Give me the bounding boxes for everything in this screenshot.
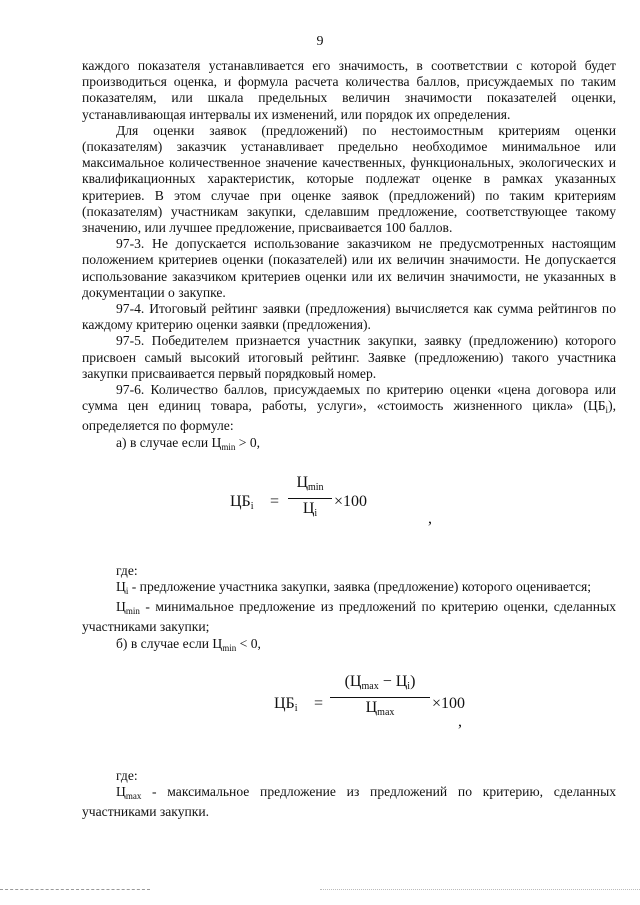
definition-ci: $Ц_i$ - предложение участника закупки, заявка (предложение) которого оценивается; <box>116 579 592 597</box>
formula-a-times: ×100 <box>334 492 368 510</box>
formula-b-comma: , <box>458 712 462 730</box>
paragraph-97-6-sub: i <box>605 405 609 416</box>
formula-a-lhs: $ЦБ_i$ <box>230 492 254 512</box>
formula-a-numerator: $Ц_{min}$ <box>296 473 324 493</box>
case-b-condition <box>82 636 616 656</box>
paragraph-continued: каждого показателя устанавливается его значимость, в соответствии с которой будет производиться оценка, и формула расчета количества баллов, присуждаемых по таким показателям, или шкала предельных величин значимости показателей оценки, устанавливающая интервалы их изменений, или порядок их определения. <box>82 58 616 122</box>
formula-b <box>82 656 616 758</box>
document-body <box>82 58 616 821</box>
formula-a-fraction <box>288 475 332 522</box>
case-a-condition <box>82 435 616 455</box>
formula-a-denominator: $Ц_i$ <box>302 500 318 520</box>
case-b-end: < 0, <box>236 635 261 651</box>
paragraph-97-6-text: 97-6. Количество баллов, присуждаемых по критерию оценки «цена договора или сумма цен единиц товара, работы, услуги», «стоимость жизненного цикла» (ЦБ <box>82 382 616 414</box>
formula-a <box>82 455 616 553</box>
formula-b-eq: = <box>314 694 324 712</box>
where-label-1: где: <box>116 562 138 578</box>
paragraph-nonprice-criteria: Для оценки заявок (предложений) по нестоимостным критериям оценки (показателям) заказчик устанавливает предельно необходимое минимальное или максимальное количественное значение качественных, функциональных, экологических и квалификационных характеристик, которые подлежат оценке в рамках указанных критериев. В этом случае при оценке заявок (предложений) по таким критериям (показателям) участникам закупки, сделавшим предложение, соответствующее такому значению, или лучшее предложение, присваивается 100 баллов. <box>82 122 616 236</box>
paragraph-97-4: 97-4. Итоговый рейтинг заявки (предложения) вычисляется как сумма рейтингов по каждому критерию оценки заявки (предложения). <box>82 301 616 333</box>
definition-cmax: $Ц_{max}$ - максимальное предложение из предложений по критерию, сделанных участниками закупки. <box>82 784 616 820</box>
case-a-text: а) в случае если Ц <box>116 434 222 450</box>
scan-edge-line-right <box>320 889 640 890</box>
formula-a-comma: , <box>428 509 432 527</box>
formula-b-denominator: $Ц_{max}$ <box>365 699 395 719</box>
where-label-2: где: <box>116 767 138 783</box>
case-b-text: б) в случае если Ц <box>116 635 223 651</box>
paragraph-97-3: 97-3. Не допускается использование заказчиком не предусмотренных настоящим положением критериев оценки (показателей) или их величин значимости. Не допускается использование заказчиком критериев оценки или их величин значимости, не указанных в документации о закупке. <box>82 236 616 300</box>
formula-b-lhs: $ЦБ_i$ <box>274 694 298 714</box>
definition-cmin: $Ц_{min}$ - минимальное предложение из предложений по критерию оценки, сделанных участниками закупки; <box>82 599 616 635</box>
paragraph-97-6 <box>82 382 616 435</box>
case-a-sub: min <box>221 441 236 452</box>
formula-b-times: ×100 <box>432 694 466 712</box>
formula-b-numerator: $(Ц_{max} - Ц_i)$ <box>344 672 416 692</box>
case-b-sub: min <box>222 642 237 653</box>
formula-b-fraction <box>330 674 430 721</box>
page-number: 9 <box>316 34 324 49</box>
formula-a-eq: = <box>270 492 280 510</box>
scan-edge-line-left <box>0 889 150 890</box>
paragraph-97-6-end: ), определяется по формуле: <box>82 398 616 434</box>
case-a-end: > 0, <box>235 434 261 450</box>
paragraph-97-5: 97-5. Победителем признается участник закупки, заявку (предложению) которого присвоен самый высокий итоговый рейтинг. Заявке (предложению) такого участника закупки присваивается первый порядковый номер. <box>82 333 616 381</box>
